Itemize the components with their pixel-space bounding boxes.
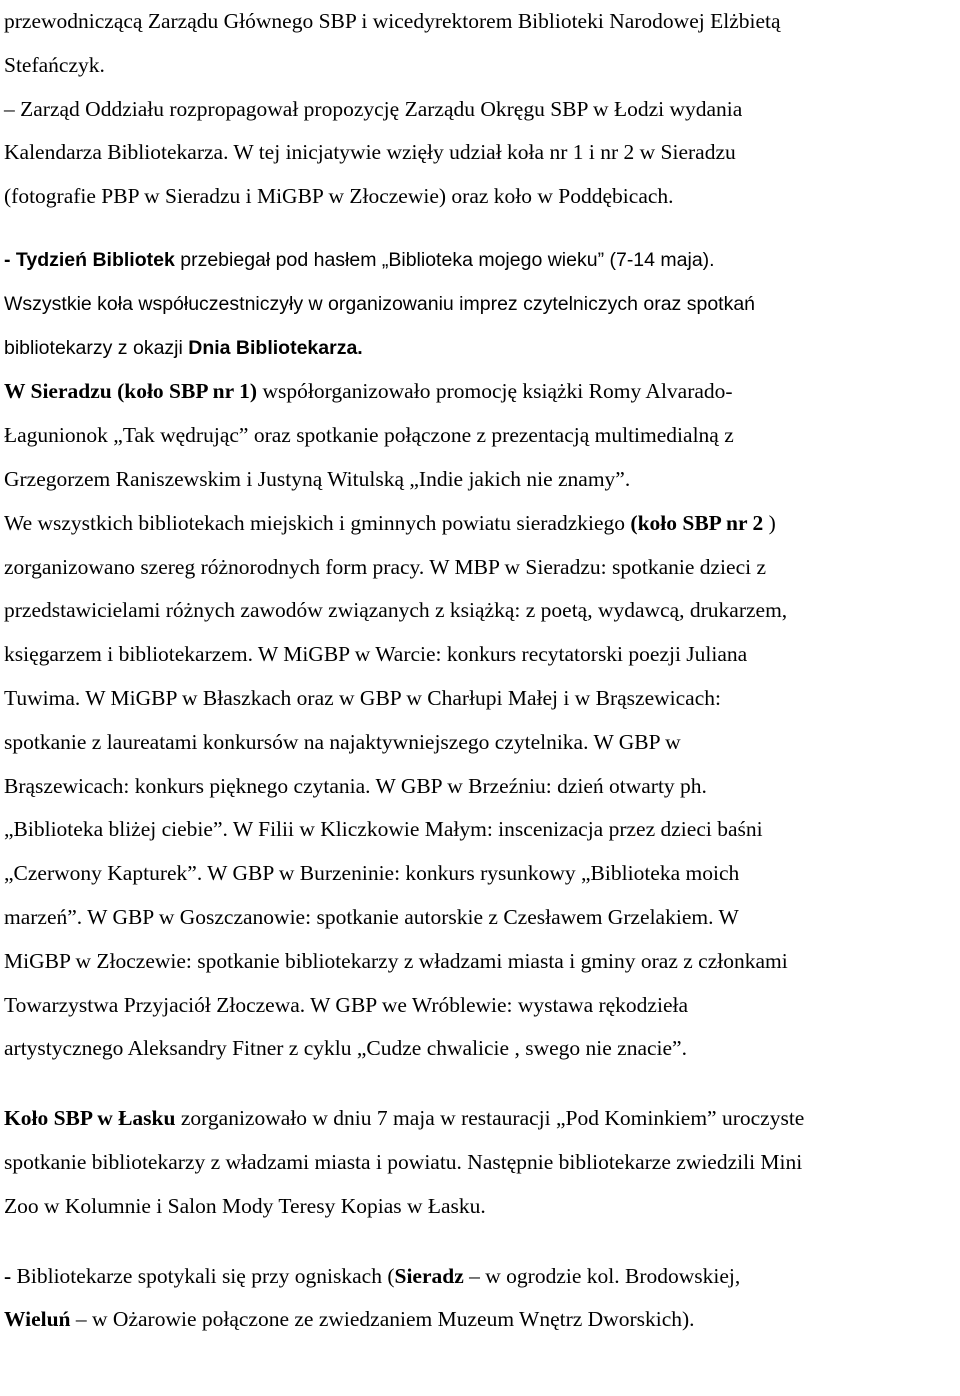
text-fragment: bibliotekarzy z okazji	[4, 336, 189, 359]
dash-mark: –	[4, 96, 15, 121]
paragraph-gap	[0, 1229, 960, 1255]
text-line: Zoo w Kolumnie i Salon Mody Teresy Kopias w Łasku.	[4, 1193, 486, 1218]
paragraph-tydzien-bibliotek	[0, 239, 960, 370]
text-line: Tuwima. W MiGBP w Błaszkach oraz w GBP w Charłupi Małej i w Brąszewicach:	[4, 685, 721, 710]
text-line	[4, 1255, 960, 1299]
text-line: Kalendarza Bibliotekarza. W tej inicjatywie wzięły udział koła nr 1 i nr 2 w Sieradzu	[4, 140, 736, 165]
bold-heading: W Sieradzu (koło SBP nr 1)	[4, 379, 258, 404]
paragraph-lask	[0, 1097, 960, 1228]
bold-heading: - Tydzień Bibliotek	[4, 248, 175, 271]
text-line: Łagunionok „Tak wędrując” oraz spotkanie połączone z prezentacją multimedialną z	[4, 423, 734, 448]
text-line: „Czerwony Kapturek”. W GBP w Burzeninie: konkurs rysunkowy „Biblioteka moich	[4, 861, 740, 886]
text-line	[4, 1097, 960, 1141]
text-line: Towarzystwa Przyjaciół Złoczewa. W GBP we Wróblewie: wystawa rękodzieła	[4, 992, 689, 1017]
bold-phrase: (koło SBP nr 2	[630, 510, 764, 535]
text-fragment: )	[763, 510, 776, 535]
text-line: spotkanie bibliotekarzy z władzami miasta i powiatu. Następnie bibliotekarze zwiedzili Mini	[4, 1149, 803, 1174]
text-line	[4, 239, 960, 283]
text-fragment: w Ożarowie połączone ze zwiedzaniem Muzeum Wnętrz Dworskich).	[86, 1307, 695, 1332]
bold-place-name: Sieradz	[394, 1263, 464, 1288]
text-line	[4, 88, 960, 132]
paragraph-zarzad-oddzialu	[0, 0, 960, 219]
bold-heading: Koło SBP w Łasku	[4, 1106, 176, 1131]
paragraph-gap	[0, 219, 960, 239]
paragraph-ogniska	[0, 1255, 960, 1343]
text-line: przewodniczącą Zarządu Głównego SBP i wicedyrektorem Biblioteki Narodowej Elżbietą	[4, 9, 781, 33]
text-fragment: We wszystkich bibliotekach miejskich i gminnych powiatu sieradzkiego	[4, 510, 631, 535]
text-fragment: przebiegał pod hasłem „Biblioteka mojego wieku” (7-14 maja).	[174, 248, 715, 271]
text-line: marzeń”. W GBP w Goszczanowie: spotkanie autorskie z Czesławem Grzelakiem. W	[4, 904, 739, 929]
text-fragment: zorganizowało w dniu 7 maja w restauracji „Pod Kominkiem” uroczyste	[175, 1106, 805, 1131]
text-line: „Biblioteka bliżej ciebie”. W Filii w Kliczkowie Małym: inscenizacja przez dzieci baśni	[4, 817, 763, 842]
bold-dash: -	[4, 1263, 12, 1288]
text-line: (fotografie PBP w Sieradzu i MiGBP w Złoczewie) oraz koło w Poddębicach.	[4, 184, 674, 209]
text-fragment: Zarząd Oddziału rozpropagował propozycję Zarządu Okręgu SBP w Łodzi wydania	[14, 96, 743, 121]
text-line: Brąszewicach: konkurs pięknego czytania. W GBP w Brzeźniu: dzień otwarty ph.	[4, 773, 707, 798]
bold-place-name: Wieluń	[4, 1307, 71, 1332]
text-line: zorganizowano szereg różnorodnych form pracy. W MBP w Sieradzu: spotkanie dzieci z	[4, 554, 767, 579]
text-line	[4, 370, 960, 414]
text-line: przedstawicielami różnych zawodów związanych z książką: z poetą, wydawcą, drukarzem,	[4, 598, 788, 623]
text-line: Grzegorzem Raniszewskim i Justyną Witulską „Indie jakich nie znamy”.	[4, 466, 631, 491]
text-fragment: w ogrodzie kol. Brodowskiej,	[479, 1263, 741, 1288]
text-line: MiGBP w Złoczewie: spotkanie bibliotekarzy z władzami miasta i gminy oraz z członkami	[4, 948, 788, 973]
text-line	[4, 1298, 960, 1342]
text-line: księgarzem i bibliotekarzem. W MiGBP w Warcie: konkurs recytatorski poezji Juliana	[4, 642, 748, 667]
text-line: Wszystkie koła współuczestniczyły w organizowaniu imprez czytelniczych oraz spotkań	[4, 292, 756, 315]
text-fragment: współorganizowało promocję książki Romy Alvarado-	[257, 379, 733, 404]
dash-mark: –	[70, 1307, 87, 1332]
paragraph-gap	[0, 1071, 960, 1097]
paragraph-sieradz	[0, 370, 960, 1071]
text-line: Stefańczyk.	[4, 52, 105, 77]
dash-mark: –	[463, 1263, 480, 1288]
text-line: artystycznego Aleksandry Fitner z cyklu „Cudze chwalicie , swego nie znacie”.	[4, 1036, 687, 1061]
text-fragment: Bibliotekarze spotykali się przy ogniskach (	[11, 1263, 395, 1288]
text-line	[4, 502, 960, 546]
text-line	[4, 327, 960, 371]
text-line: spotkanie z laureatami konkursów na najaktywniejszego czytelnika. W GBP w	[4, 729, 681, 754]
bold-phrase: Dnia Bibliotekarza.	[188, 336, 363, 359]
